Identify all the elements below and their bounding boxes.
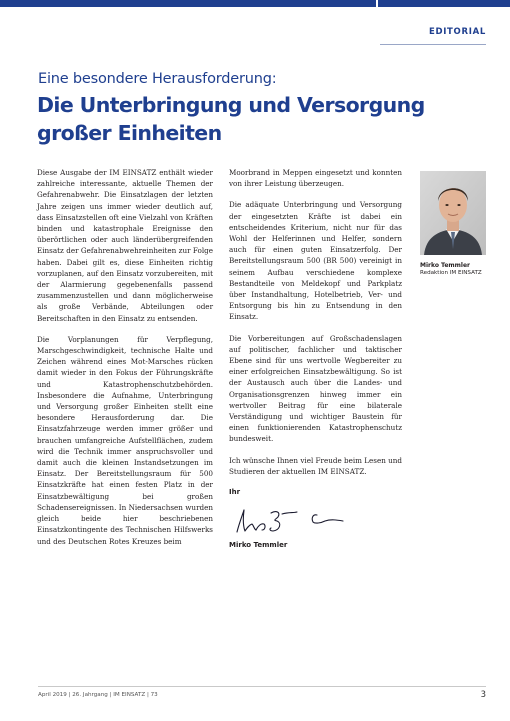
top-color-bar [0,0,510,7]
portrait-caption-role: Redaktion IM EINSATZ [420,270,482,276]
paragraph: Diese Ausgabe der IM EINSATZ enthält wieder zahlreiche interessante, aktuelle Themen der Gefahrenabwehr. Die Einsatzlagen der letzten Jahre zeigen uns immer wieder deutlich auf, dass Einsatzstellen oft eine Vielzahl von Kräften binden und katastrophale Ereignisse den überörtlichen oder auch länderübergreifenden Einsatz der Gefahrenabwehreinheiten zur Folge haben. Dabei gilt es, diese Einheiten richtig vorzuplanen, auf den Einsatz vorzubereiten, mit der Alarmierung gegebenenfalls passend zusammenzustellen und dann möglicherweise als große Verbände, Abteilungen oder Bereitschaften in den Einsatz zu entsenden. [37,168,213,323]
paragraph: Die Vorbereitungen auf Großschadenslagen auf politischer, fachlicher und taktischer Ebene sind für uns wertvolle Wegbereiter zu einer erfolgreichen Einsatzbewältigung. So ist der Austausch auch über die Landes- und Organisationsgrenzen hinweg immer ein wertvoller Beitrag für eine bilaterale Verständigung und wichtiger Baustein für einen funktionierenden Katastrophenschutz bundesweit. [229,333,402,444]
paragraph: Ich wünsche Ihnen viel Freude beim Lesen und Studieren der aktuellen IM EINSATZ. [229,455,402,476]
greeting: Ihr [229,488,241,497]
article-title: Die Unterbringung und Versorgung großer Einheiten [37,93,425,145]
text-column-1 [37,167,213,557]
page-number: 3 [480,690,486,700]
section-rule [380,44,486,45]
paragraph: Moorbrand in Meppen eingesetzt und konnten von ihrer Leistung überzeugen. [229,168,402,189]
handwritten-signature [231,504,359,536]
section-label: EDITORIAL [428,27,486,37]
paragraph: Die Vorplanungen für Verpflegung, Marschgeschwindigkeit, technische Halte und Zeichen während eines Mot-Marsches rücken damit wieder in den Fokus der Führungskräfte und Katastrophenschutzbehörden. Insbesondere die Aufnahme, Unterbringung und Versorgung großer Einheiten stellt eine besondere Herausforderung dar. Die Einsatzfahrzeuge werden immer größer und brauchen umfangreiche Aufstellflächen, zudem wird die Technik immer anspruchsvoller und damit auch die kleinen Instandsetzungen im Einsatz. Der Bereitstellungsraum für 500 Einsatzkräfte hat einen festen Platz in der Einsatzbewältigung bei großen Schadensereignissen. In Niedersachsen wurden gleich beide hier beschriebenen Einsatzkontingente des Technischen Hilfswerks und des Deutschen Rotes Kreuzes beim [37,334,213,546]
text-column-2 [229,167,402,551]
paragraph: Die adäquate Unterbringung und Versorgung der eingesetzten Kräfte ist dabei ein entscheidendes Kriterium, nicht nur für das Wohl der Helferinnen und Helfer, sondern auch für einen guten Einsatzerfolg. Der Bereitstellungsraum 500 (BR 500) vereinigt in seinem Aufbau verschiedene komplexe Bestandteile von Meldekopf und Parkplatz über Instandhaltung, Hotelbetrieb, Ver- und Entsorgung bis hin zu Entsendung in den Einsatz. [229,200,402,322]
signer-name: Mirko Temmler [229,541,288,550]
portrait-caption-name: Mirko Temmler [420,262,470,269]
footer-rule [38,686,486,687]
article-kicker: Eine besondere Herausforderung: [38,71,277,87]
author-portrait [420,171,486,255]
issue-info: April 2019 | 26. Jahrgang | IM EINSATZ | 73 [38,692,158,698]
